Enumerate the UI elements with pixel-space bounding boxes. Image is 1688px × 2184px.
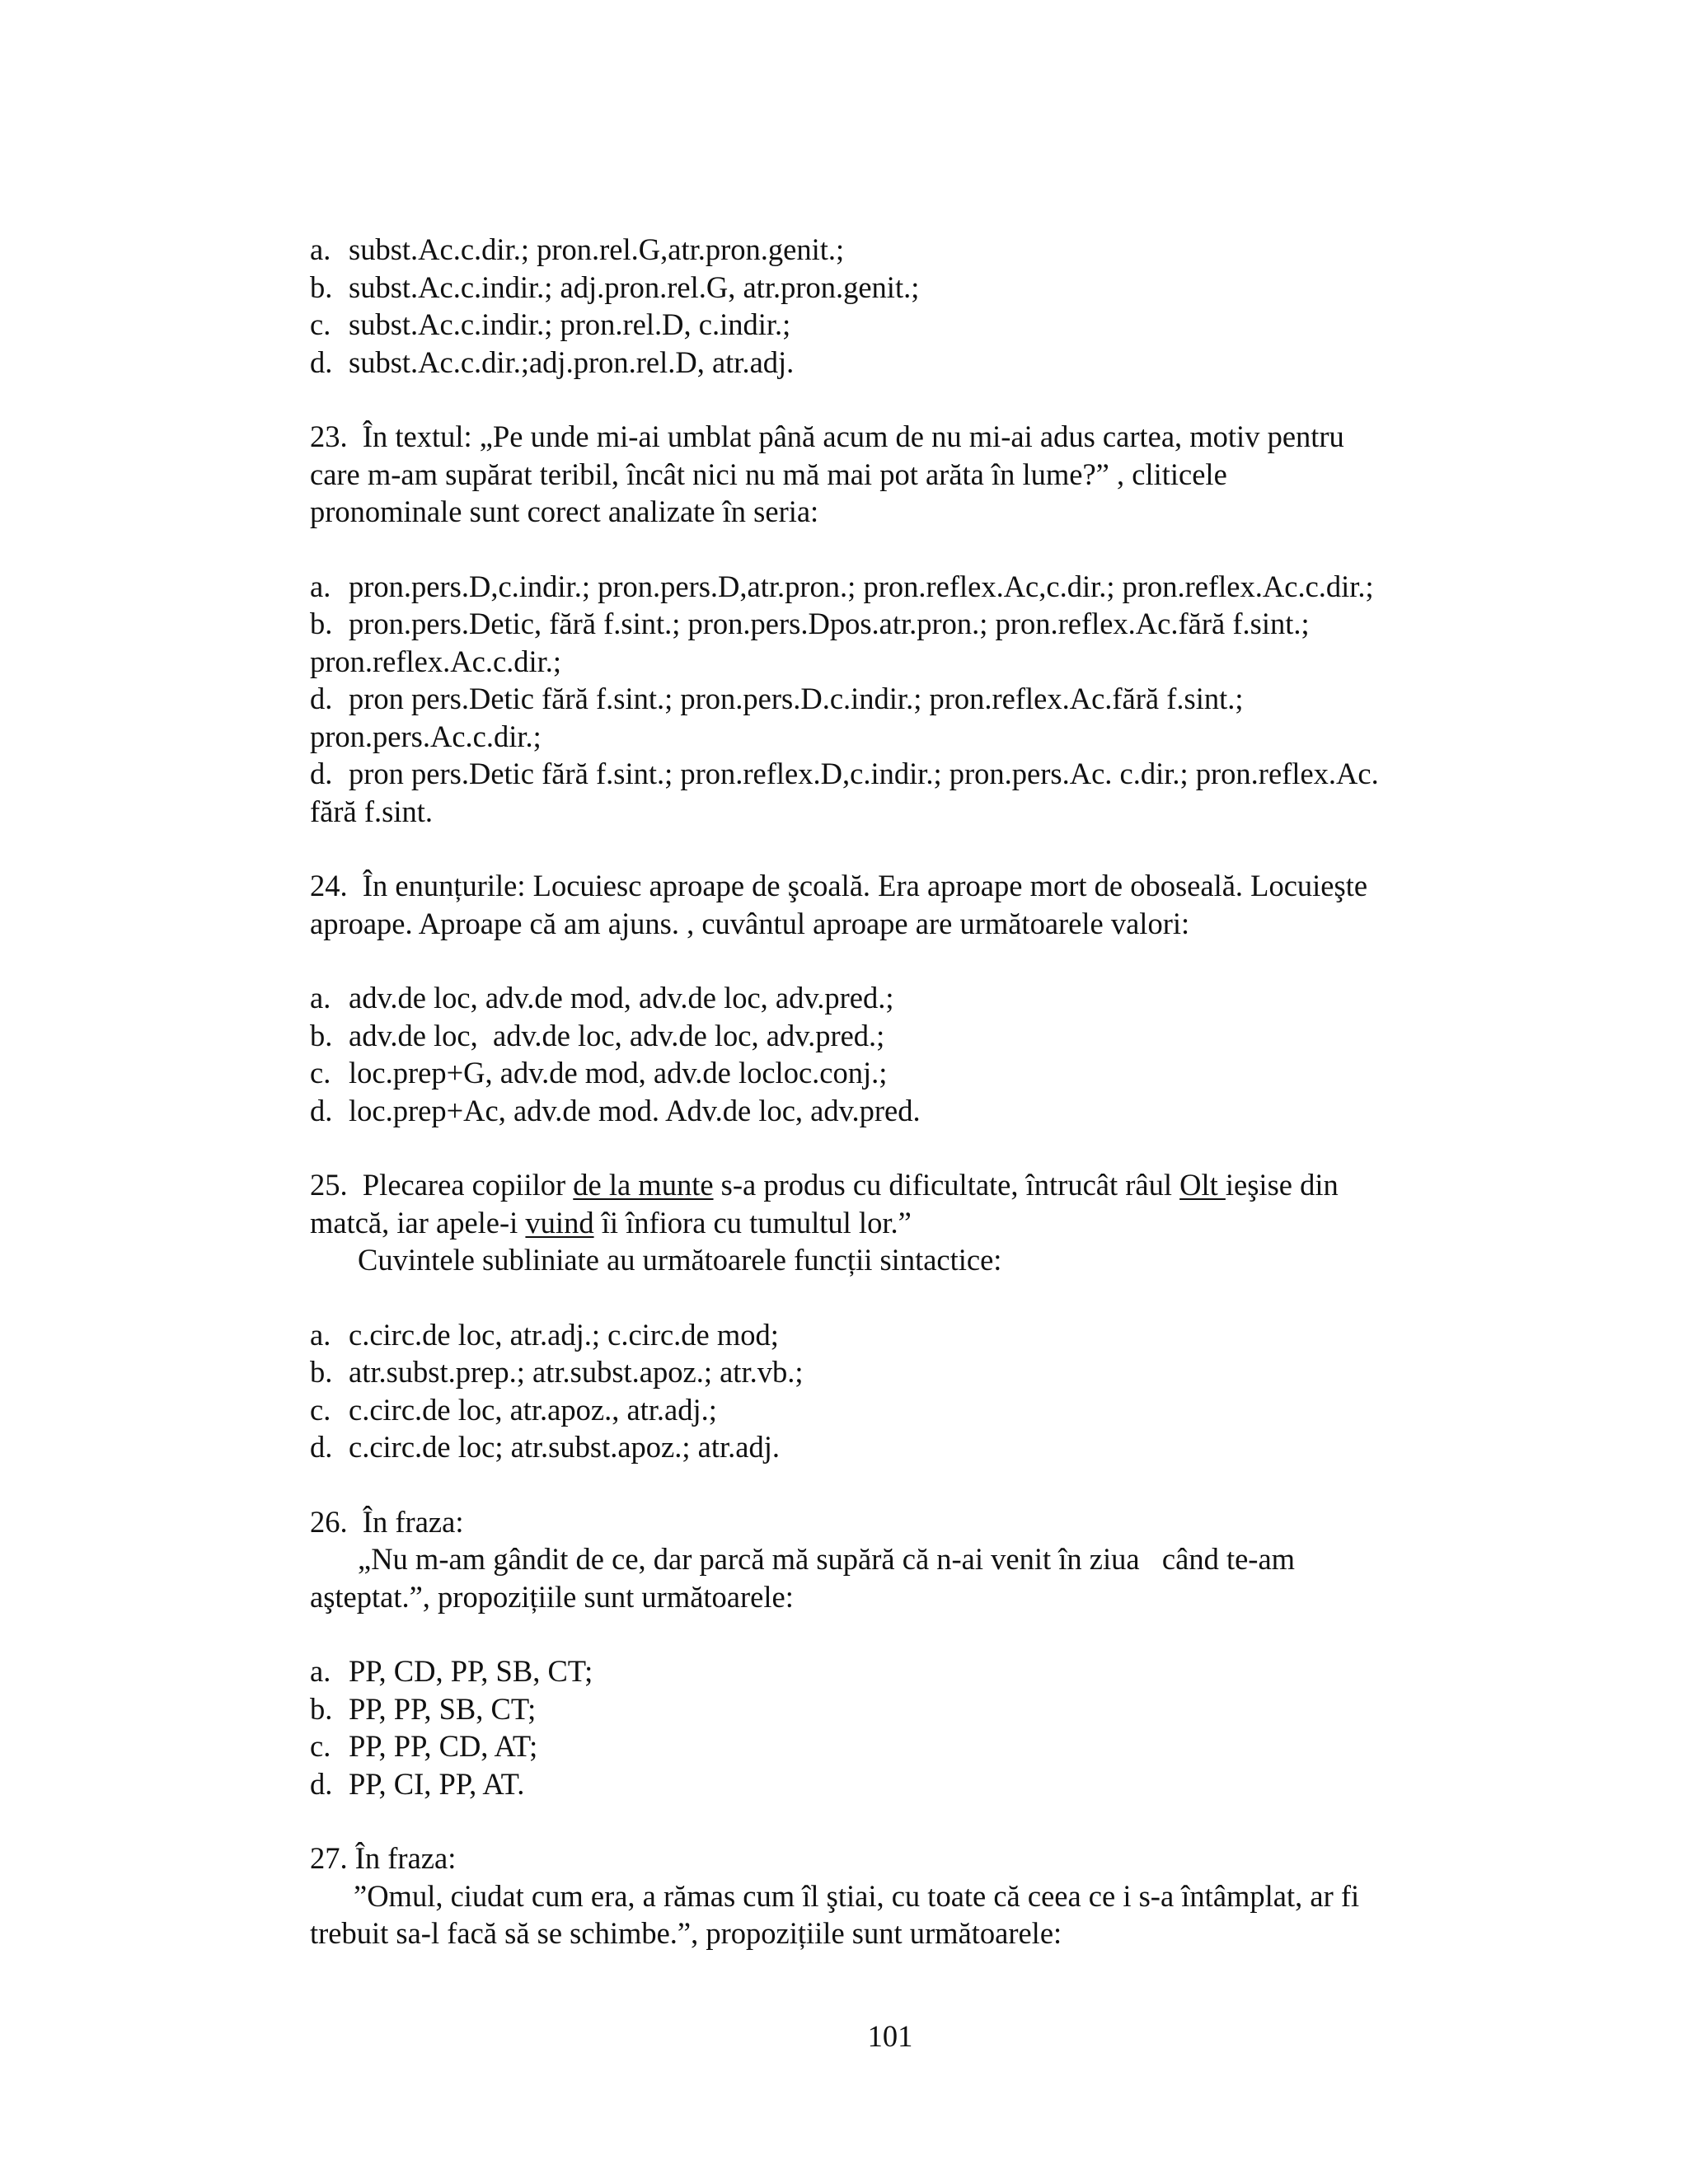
options-q24: [310, 979, 1480, 1129]
question-text-line: aşteptat.”, propozițiile sunt următoarele:: [310, 1579, 794, 1614]
options-q23: [310, 568, 1480, 831]
options-q25: [310, 1316, 1480, 1466]
question-text-line: 24. În enunțurile: Locuiesc aproape de şcoală. Era aproape mort de oboseală. Locuieşte: [310, 869, 1368, 902]
question-26: [310, 1503, 1480, 1616]
option-c: c. PP, PP, CD, AT;: [310, 1729, 538, 1763]
option-a: a. c.circ.de loc, atr.adj.; c.circ.de mod;: [310, 1317, 779, 1352]
option-b: b. adv.de loc, adv.de loc, adv.de loc, adv.pred.;: [310, 1018, 885, 1052]
question-text-line: trebuit sa-l facă să se schimbe.”, propozițiile sunt următoarele:: [310, 1916, 1062, 1950]
option-b: b. PP, PP, SB, CT;: [310, 1691, 537, 1726]
option-a: a. pron.pers.D,c.indir.; pron.pers.D,atr.pron.; pron.reflex.Ac,c.dir.; pron.reflex.Ac.c.dir.;: [310, 569, 1374, 603]
option-a: a. PP, CD, PP, SB, CT;: [310, 1654, 593, 1688]
options-q22: [310, 231, 1480, 381]
question-text-line: Cuvintele subliniate au următoarele funcții sintactice:: [358, 1243, 1002, 1277]
option-c: c. subst.Ac.c.indir.; pron.rel.D, c.indir.;: [310, 307, 791, 341]
question-text-line: aproape. Aproape că am ajuns. , cuvântul aproape are următoarele valori:: [310, 906, 1190, 940]
option-d: d. pron pers.Detic fără f.sint.; pron.pers.D.c.indir.; pron.reflex.Ac.fără f.sint.;: [310, 682, 1244, 715]
question-text-line: pronominale sunt corect analizate în seria:: [310, 494, 819, 528]
option-d: d. PP, CI, PP, AT.: [310, 1766, 525, 1801]
question-27: [310, 1840, 1480, 1952]
option-b: b. pron.pers.Detic, fără f.sint.; pron.pers.Dpos.atr.pron.; pron.reflex.Ac.fără f.sint.;: [310, 607, 1310, 640]
question-text-line: ”Omul, ciudat cum era, a rămas cum îl ştiai, cu toate că ceea ce i s-a întâmplat, ar fi: [354, 1878, 1360, 1913]
option-b: b. atr.subst.prep.; atr.subst.apoz.; atr.vb.;: [310, 1355, 804, 1389]
underlined-word: vuind: [525, 1205, 594, 1240]
option-b-continuation: pron.reflex.Ac.c.dir.;: [310, 644, 562, 678]
question-text-line: 27. În fraza:: [310, 1841, 457, 1875]
question-24: [310, 867, 1480, 942]
underlined-word: Olt: [1179, 1168, 1226, 1202]
option-b: b. subst.Ac.c.indir.; adj.pron.rel.G, atr.pron.genit.;: [310, 269, 920, 304]
option-a: a. subst.Ac.c.dir.; pron.rel.G,atr.pron.genit.;: [310, 232, 845, 266]
option-d-second-continuation: fără f.sint.: [310, 794, 433, 828]
option-c: c. c.circ.de loc, atr.apoz., atr.adj.;: [310, 1392, 717, 1427]
question-text-line: 26. În fraza:: [310, 1504, 464, 1539]
page-content: [310, 231, 1480, 1952]
question-25: [310, 1166, 1480, 1279]
option-d: d. c.circ.de loc; atr.subst.apoz.; atr.adj.: [310, 1430, 780, 1464]
question-text-line: 25. Plecarea copiilor de la munte s-a produs cu dificultate, întrucât râul Olt ieşise din: [310, 1168, 1339, 1202]
options-q26: [310, 1652, 1480, 1802]
question-text-line: 23. În textul: „Pe unde mi-ai umblat până acum de nu mi-ai adus cartea, motiv pentru: [310, 419, 1344, 453]
page-number: 101: [867, 2019, 913, 2053]
question-23: [310, 418, 1480, 531]
option-d: d. subst.Ac.c.dir.;adj.pron.rel.D, atr.adj.: [310, 344, 795, 379]
option-d-continuation: pron.pers.Ac.c.dir.;: [310, 719, 542, 753]
question-text-line: „Nu m-am gândit de ce, dar parcă mă supără că n-ai venit în ziua când te-am: [358, 1542, 1296, 1576]
underlined-word: de la munte: [573, 1168, 714, 1202]
option-d: d. loc.prep+Ac, adv.de mod. Adv.de loc, adv.pred.: [310, 1093, 921, 1127]
question-text-line: care m-am supărat teribil, încât nici nu mă mai pot arăta în lume?” , cliticele: [310, 457, 1227, 491]
question-text-line: matcă, iar apele-i vuind îi înfiora cu tumultul lor.”: [310, 1205, 912, 1240]
option-a: a. adv.de loc, adv.de mod, adv.de loc, adv.pred.;: [310, 981, 894, 1015]
option-c: c. loc.prep+G, adv.de mod, adv.de locloc.conj.;: [310, 1056, 888, 1090]
option-d-second: d. pron pers.Detic fără f.sint.; pron.reflex.D,c.indir.; pron.pers.Ac. c.dir.; pron.reflex.Ac.: [310, 757, 1379, 790]
